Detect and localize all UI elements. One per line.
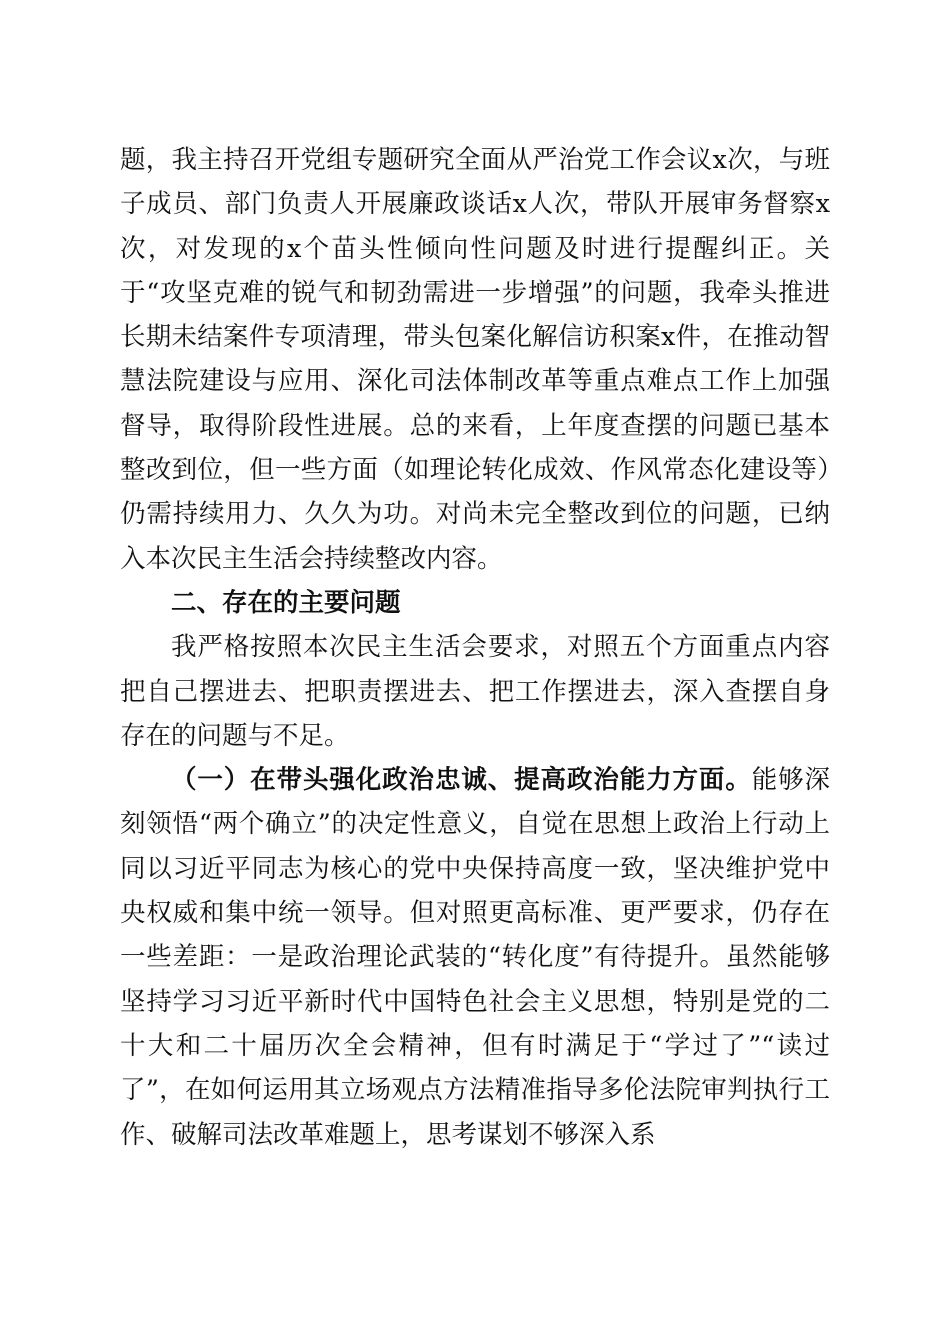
section-heading-main-problems: 二、存在的主要问题	[171, 587, 401, 618]
paragraph-self-examination-intro: 我严格按照本次民主生活会要求，对照五个方面重点内容把自己摆进去、把职责摆进去、把工作摆进去，深入查摆自身存在的问题与不足。	[120, 632, 830, 751]
subheading-political-loyalty: （一）在带头强化政治忠诚、提高政治能力方面。	[171, 765, 752, 796]
paragraph-political-loyalty	[120, 758, 830, 1157]
paragraph-political-loyalty-body: 能够深刻领悟“两个确立”的决定性意义，自觉在思想上政治上行动上同以习近平同志为核心的党中央保持高度一致，坚决维护党中央权威和集中统一领导。但对照更高标准、更严要求，仍存在一些差距：一是政治理论武装的“转化度”有待提升。虽然能够坚持学习习近平新时代中国特色社会主义思想，特别是党的二十大和二十届历次全会精神，但有时满足于“学过了”“读过了”，在如何运用其立场观点方法精准指导多伦法院审判执行工作、破解司法改革难题上，思考谋划不够深入系	[120, 765, 830, 1150]
document-body	[120, 138, 830, 1157]
paragraph-rectification-summary: 题，我主持召开党组专题研究全面从严治党工作会议x次，与班子成员、部门负责人开展廉政谈话x人次，带队开展审务督察x次，对发现的x个苗头性倾向性问题及时进行提醒纠正。关于“攻坚克难的锐气和韧劲需进一步增强”的问题，我牵头推进长期未结案件专项清理，带头包案化解信访积案x件，在推动智慧法院建设与应用、深化司法体制改革等重点难点工作上加强督导，取得阶段性进展。总的来看，上年度查摆的问题已基本整改到位，但一些方面（如理论转化成效、作风常态化建设等）仍需持续用力、久久为功。对尚未完全整改到位的问题，已纳入本次民主生活会持续整改内容。	[120, 145, 830, 574]
